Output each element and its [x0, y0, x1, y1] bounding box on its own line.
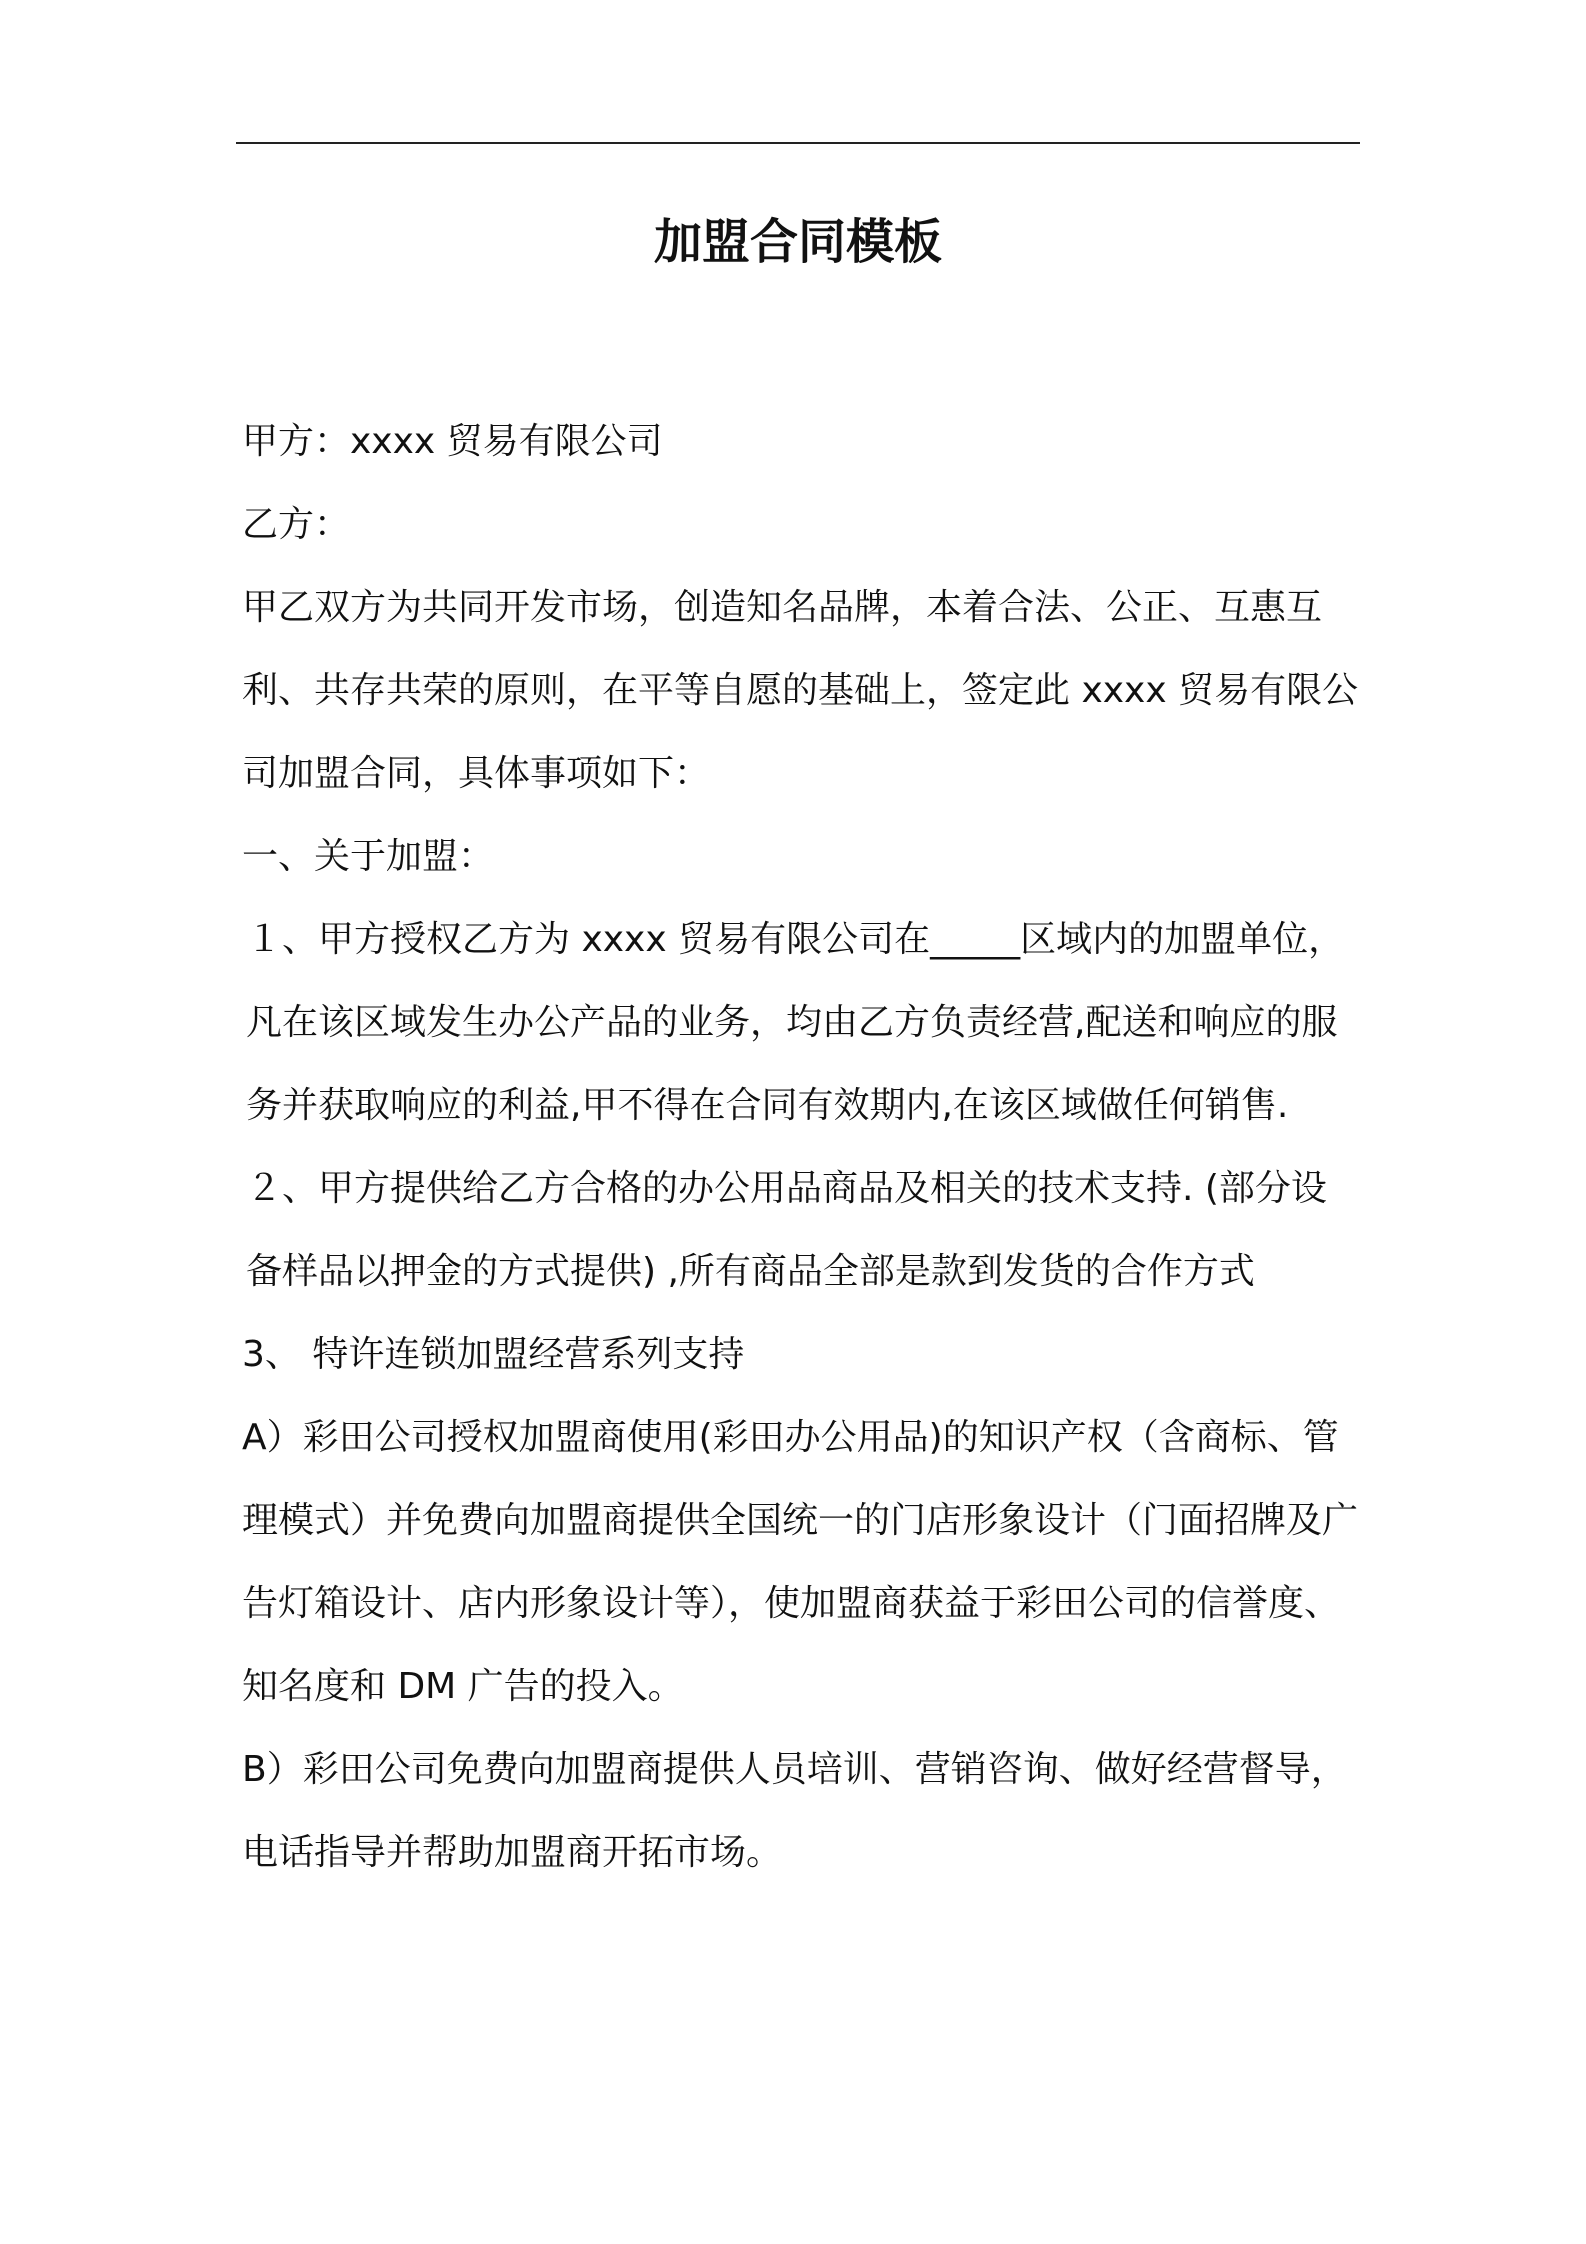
party-a-line: 甲方：xxxx 贸易有限公司: [242, 421, 663, 462]
header-divider: [236, 142, 1360, 144]
document-title: 加盟合同模板: [653, 214, 942, 270]
section-1-heading: 一、关于加盟：: [242, 836, 495, 877]
preamble-paragraph: 甲乙双方为共同开发市场，创造知名品牌，本着合法、公正、互惠互利、共存共荣的原则，在平等自愿的基础上，签定此 xxxx 贸易有限公司加盟合同，具体事项如下：: [242, 587, 1359, 794]
clause-3a: A）彩田公司授权加盟商使用(彩田办公用品)的知识产权（含商标、管理模式）并免费向加盟商提供全国统一的门店形象设计（门面招牌及广告灯箱设计、店内形象设计等），使加盟商获益于彩田公司的信誉度、知名度和 DM 广告的投入。: [242, 1417, 1359, 1707]
party-b-line: 乙方：: [242, 504, 351, 545]
clause-3b: B）彩田公司免费向加盟商提供人员培训、营销咨询、做好经营督导，电话指导并帮助加盟商开拓市场。: [242, 1749, 1347, 1873]
clause-1: １、甲方授权乙方为 xxxx 贸易有限公司在_____区域内的加盟单位，凡在该区域发生办公产品的业务，均由乙方负责经营,配送和响应的服务并获取响应的利益,甲不得在合同有效期内,在该区域做任何销售.: [246, 919, 1345, 1126]
clause-2: ２、甲方提供给乙方合格的办公用品商品及相关的技术支持. (部分设备样品以押金的方式提供) ,所有商品全部是款到发货的合作方式: [246, 1168, 1327, 1292]
clause-3-heading: 3、 特许连锁加盟经营系列支持: [242, 1334, 745, 1375]
document-body: [242, 400, 1362, 1894]
